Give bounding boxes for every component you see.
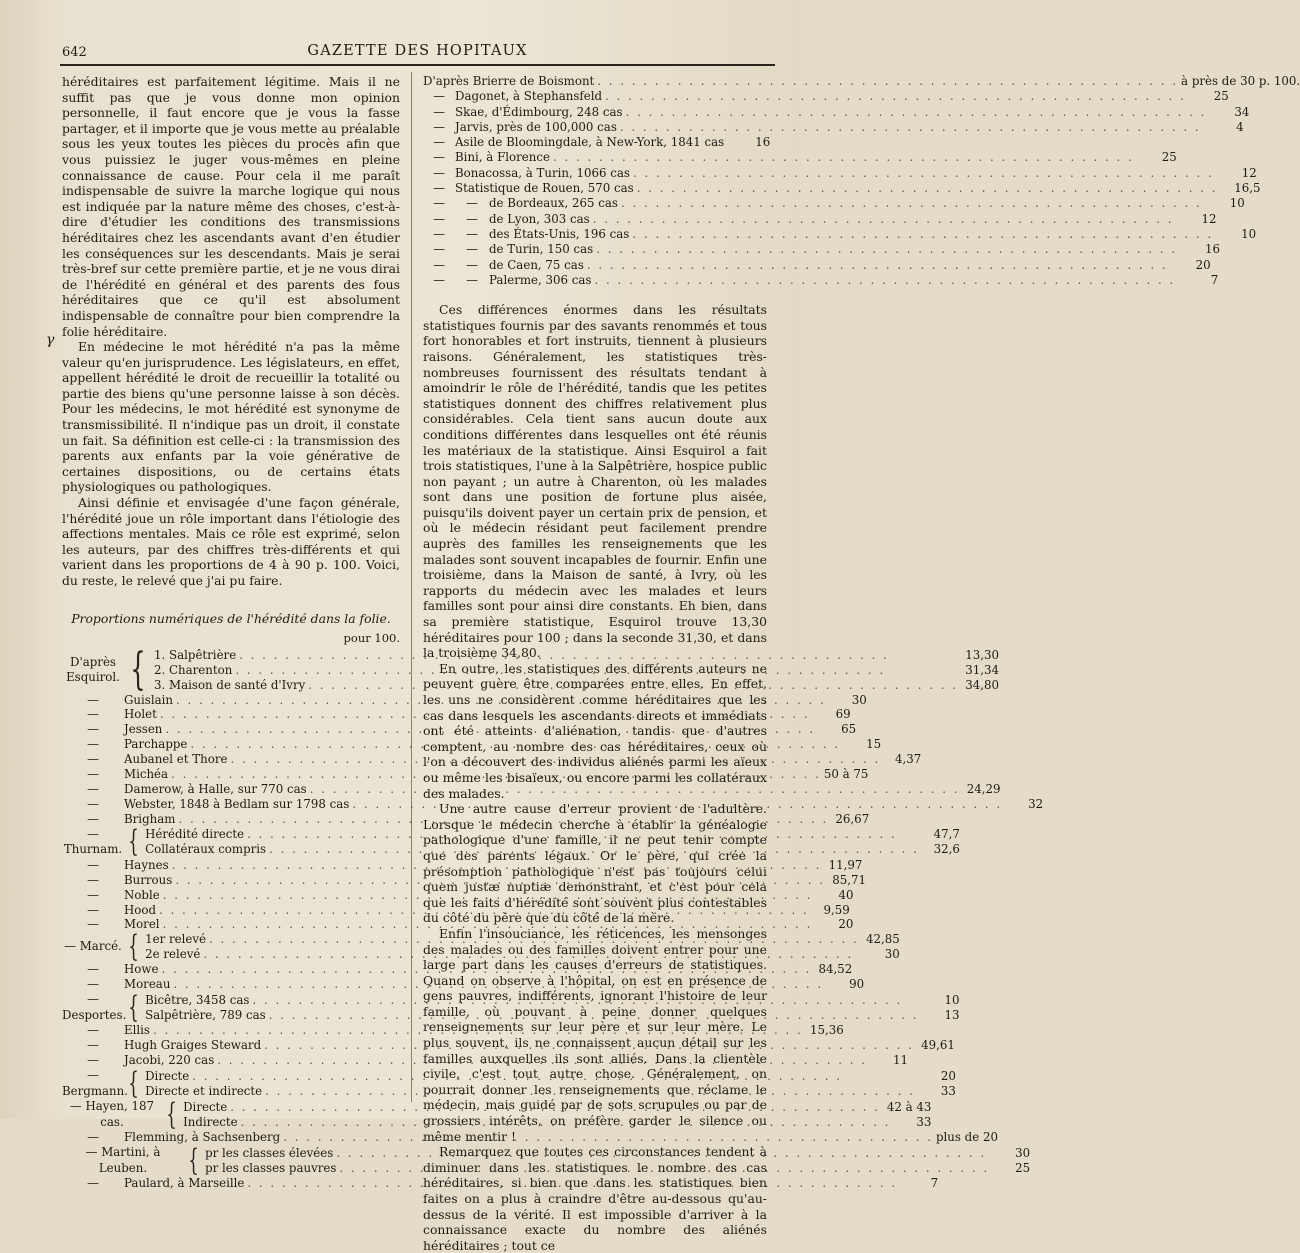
brace-icon: { [128, 1065, 139, 1101]
table-row: — Michéa . . . 50 à 75 [62, 767, 400, 782]
table-row: — Haynes . . . 11,97 [62, 858, 400, 873]
list-item: — Bini, à Florence . . . 25 [423, 150, 767, 165]
group-label: D'après Esquirol. [66, 654, 120, 685]
table-group-bergmann [62, 1065, 956, 1101]
table-row: 3. Maison de santé d'Ivry . . . 34,80 [154, 678, 999, 693]
table-row: — Hugh Graiges Steward . . . 49,61 [62, 1038, 400, 1053]
table-row: — Guislain . . . 30 [62, 693, 400, 708]
list-item: — Jarvis, près de 100,000 cas . . . 4 [423, 120, 767, 135]
table-row: — Paulard, à Marseille . . . 7 [62, 1176, 400, 1191]
table-row: 1er relevé . . . 42,85 [145, 932, 900, 947]
table-row: — Parchappe . . . 15 [62, 737, 400, 752]
table-group-marce [62, 929, 900, 965]
paragraph: En médecine le mot hérédité n'a pas la même valeur qu'en jurisprudence. Les législateurs, en effet, appellent hérédité le droit de recueillir la totalité ou partie des biens qu'une personne laisse à son décès. Pour les médecins, le mot hérédité est synonyme de transmissibilité. Il n'indique pas un droit, il constate un fait. Sa définition est celle-ci : la transmission des parents aux enfants par la voie générative de certaines dispositions, ou de certains états physiologiques ou pathologiques. [62, 339, 400, 495]
table-row: — Howe . . . 84,52 [62, 962, 400, 977]
list-item: — Bonacossa, à Turin, 1066 cas . . . 12 [423, 166, 767, 181]
table-group-esquirol [62, 644, 1000, 696]
paragraph: Une autre cause d'erreur provient de l'adultère. Lorsque le médecin cherche à établir la généalogie pathologique d'une famille, il ne peut tenir compte que des parents légaux. Or le père, qui crée la présomption pathologique n'est pas toujours celui quem justæ nuptiæ demonstrant, et c'est pour cela que les faits d'hérédité sont souvent plus contestables du côté du père que du côté de la mère. [423, 801, 767, 926]
table-group-desportes [62, 989, 960, 1025]
table-row: — Burrous . . . 85,71 [62, 873, 400, 888]
table-row: Bicêtre, 3458 cas . . . 10 [145, 993, 959, 1008]
table-title: Proportions numériques de l'hérédité dans la folie. [71, 610, 391, 626]
table-row: Indirecte . . . 33 [183, 1115, 931, 1130]
table-row: pr les classes élevées . . . 30 [205, 1146, 1030, 1161]
table-row: 1. Salpêtrière . . . 13,30 [154, 648, 999, 663]
list-item: — — de Lyon, 303 cas . . . 12 [423, 212, 767, 227]
table-row: — Morel . . . 20 [62, 917, 400, 932]
paragraph: Remarquez que toutes ces circonstances tendent à diminuer dans les statistiques le nombre des cas héréditaires, si bien que dans les statistiques bien faites on a plus à craindre d'être au-dessous qu'au-dessus de la vérité. Il est impossible d'arriver à la connaissance exacte du nombre des aliénés héréditaires ; tout ce [423, 1144, 767, 1253]
paragraph: En outre, les statistiques des différents auteurs ne peuvent guère être comparées entre elles. En effet, les uns ne considèrent comme héréditaires que les cas dans lesquels les ascendants directs et immédiats ont été atteints d'aliénation, tandis que d'autres comptent, au nombre des cas héréditaires, ceux où l'on a découvert des individus aliénés parmi les aïeux ou même les bisaïeux, ou encore parmi les collatéraux des malades. [423, 660, 767, 801]
table-group-thurnam [62, 824, 960, 860]
table-row: — Aubanel et Thore . . . 4,37 [62, 752, 400, 767]
list-item: — — de Caen, 75 cas . . . 20 [423, 258, 767, 273]
table-row: — Hood . . . 9,59 [62, 903, 400, 918]
table-row: 2. Charenton . . . 31,34 [154, 663, 999, 678]
group-label: — Desportes. [62, 992, 127, 1022]
list-item: — Asile de Bloomingdale, à New-York, 1841 cas 16 [433, 135, 771, 150]
table-group-martini [62, 1142, 1031, 1178]
table-row: pr les classes pauvres . . . 25 [205, 1161, 1030, 1176]
list-item: — — des États-Unis, 196 cas . . . 10 [423, 227, 767, 242]
group-label: — Bergmann. [62, 1067, 129, 1098]
table-row: Hérédité directe . . . 47,7 [145, 827, 960, 842]
table-row: — Brigham . . . 26,67 [62, 812, 400, 827]
margin-annotation: γ [46, 332, 55, 348]
table-row: 2e relevé . . . 30 [145, 947, 900, 962]
table-row: — Ellis . . . 15,36 [62, 1023, 400, 1038]
list-item: — — de Bordeaux, 265 cas . . . 10 [423, 196, 767, 211]
list-item: — Statistique de Rouen, 570 cas . . . 16,5 [423, 181, 767, 196]
group-label: — Martini, à Leuben. [85, 1145, 161, 1175]
group-label: — Marcé. [64, 939, 122, 954]
table-row: Directe . . . 42 à 43 [183, 1100, 931, 1115]
table-row: Directe et indirecte . . . 33 [145, 1084, 956, 1099]
list-item: — Skae, d'Édimbourg, 248 cas . . . 34 [423, 105, 767, 120]
table-row: — Jessen . . . 65 [62, 722, 400, 737]
statistics-list [423, 74, 1300, 288]
brace-icon: { [166, 1096, 177, 1132]
brace-icon: { [128, 989, 139, 1025]
table-group-hayen [62, 1096, 932, 1132]
table-row: Collatéraux compris . . . 32,6 [145, 842, 960, 857]
group-label: — Hayen, 187 cas. [69, 1099, 155, 1129]
page-number: 642 [62, 45, 87, 60]
list-item: — — de Turin, 150 cas . . . 16 [423, 242, 767, 257]
paragraph: Enfin l'insouciance, les réticences, les mensonges des malades ou des familles doivent entrer pour une large part dans les causes d'erreurs de statistiques. Quand on observe à l'hôpital, on est en présence de gens pauvres, indifférents, ignorant l'histoire de leur famille, où pouvant à peine donner quelques renseignements sur leur père et sur leur mère. Le plus souvent, ils ne connaissent aucun détail sur les familles auxquelles ils sont alliés. Dans la clientèle civile, c'est tout autre chose. Généralement, on pourrait donner les renseignements que réclame le médecin, mais guidé par de sots scrupules ou par de grossiers intérêts, on préfère garder le silence ou même mentir ! [423, 925, 767, 1144]
brace-icon: { [130, 644, 146, 696]
paragraph: Ainsi définie et envisagée d'une façon générale, l'hérédité joue un rôle important dans l'étiologie des affections mentales. Mais ce rôle est exprimé, selon les auteurs, par des chiffres très-différents et qui varient dans les proportions de 4 à 90 p. 100. Voici, du reste, le relevé que j'ai pu faire. [62, 495, 400, 588]
list-item: D'après Brierre de Boismont . . . à près de 30 p. 100. [423, 74, 767, 89]
list-item: — — Palerme, 306 cas . . . 7 [423, 273, 767, 288]
paragraph: Ces différences énormes dans les résultats statistiques fournis par des savants renommés et tous fort honorables et fort instruits, tiennent à plusieurs raisons. Généralement, les statistiques très-nombreuses fournissent des résultats tendant à amoindrir le rôle de l'hérédité, tandis que les petites statistiques donnent des chiffres relativement plus considérables. Cela tient sans aucun doute aux conditions différentes dans lesquelles ont été réunis les matériaux de la statistique. Ainsi Esquirol a fait trois statistiques, l'une à la Salpêtrière, hospice public non payant ; un autre à Charenton, où les malades sont dans une position de fortune plus aisée, puisqu'ils doivent payer un certain prix de pension, et où le médecin résidant peut facilement prendre auprès des familles les renseignements que les malades sont souvent incapables de fournir. Enfin une troisième, dans la Maison de santé, à Ivry, où les rapports du médecin avec les malades et leurs familles sont pour ainsi dire constants. Eh bien, dans sa première statistique, Esquirol trouve 13,30 héréditaires pour 100 ; dans la seconde 31,30, et dans la troisième 34,80. [423, 302, 767, 661]
table-row: — Noble . . . 40 [62, 888, 400, 903]
table-row: Directe . . . 20 [145, 1069, 956, 1084]
brace-icon: { [188, 1142, 199, 1178]
table-unit: pour 100. [343, 631, 400, 646]
group-label: — Thurnam. [63, 826, 123, 857]
paragraph: héréditaires est parfaitement légitime. Mais il ne suffit pas que je vous donne mon opinion personnelle, il faut encore que je vous la fasse partager, et il importe que je vous mette au préalable sous les yeux toutes les pièces du procès afin que vous puissiez le juger vous-mêmes en pleine connaissance de cause. Pour cela il me paraît indispensable de suivre la marche logique qui nous est indiquée par la nature même des choses, c'est-à-dire d'étudier les conditions des transmissions héréditaires chez les ascendants avant d'en étudier les conséquences sur les descendants. Mais je serai très-bref sur cette première partie, et je ne vous dirai de l'hérédité en général et des parents des fous héréditaires que ce qu'il est absolument indispensable de connaître pour bien comprendre la folie héréditaire. [62, 74, 400, 339]
table-row: Salpêtrière, 789 cas . . . 13 [145, 1008, 959, 1023]
journal-title: GAZETTE DES HOPITAUX [307, 43, 528, 59]
page-header [60, 40, 775, 66]
table-row: — Jacobi, 220 cas . . . 11 [62, 1053, 400, 1068]
table-row: — Flemming, à Sachsenberg . . . plus de 20 [62, 1130, 400, 1145]
table-row: — Moreau . . . 90 [62, 977, 400, 992]
list-item: — Dagonet, à Stephansfeld . . . 25 [423, 89, 767, 104]
table-row: — Holet . . . 69 [62, 707, 400, 722]
table-row: — Webster, 1848 à Bedlam sur 1798 cas . . . 32 [62, 797, 400, 812]
brace-icon: { [128, 929, 139, 965]
brace-icon: { [128, 824, 139, 860]
table-row: — Damerow, à Halle, sur 770 cas . . . 24,29 [62, 782, 400, 797]
